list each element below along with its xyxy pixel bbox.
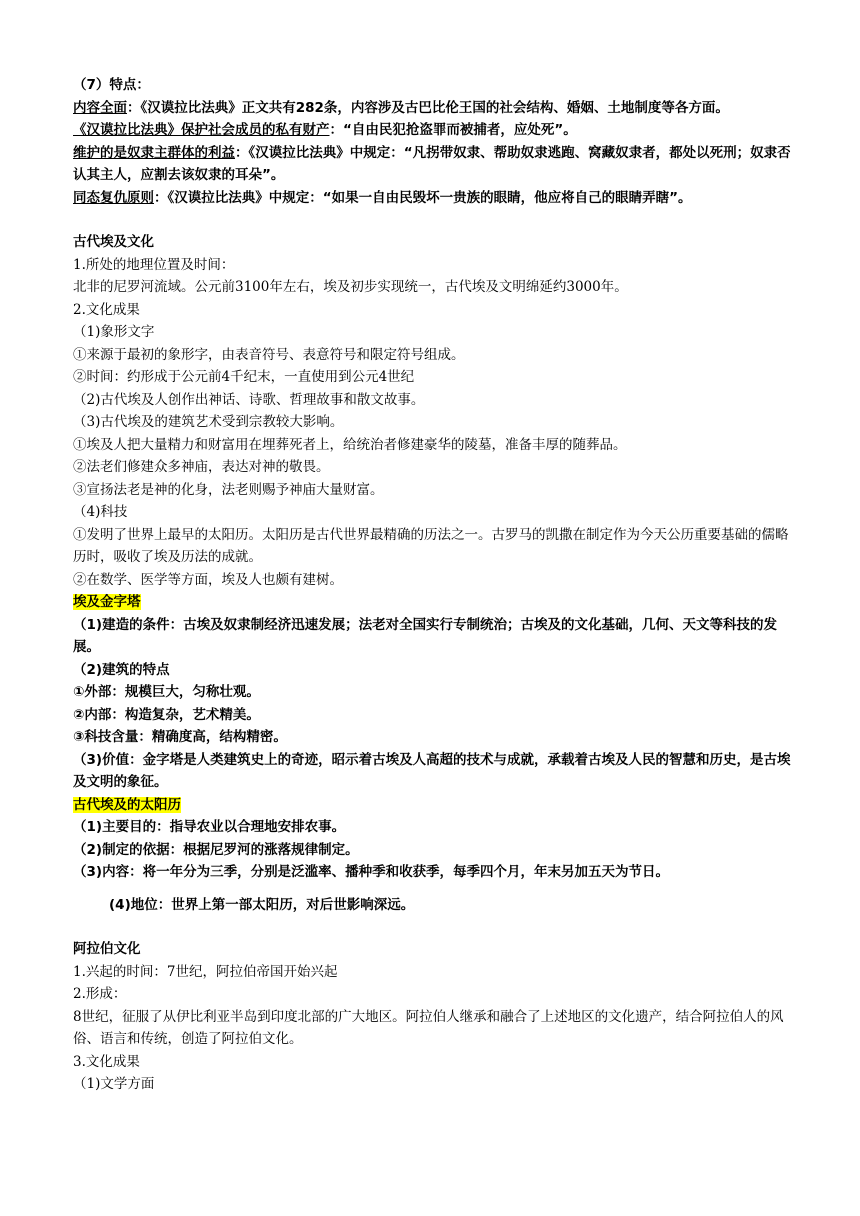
paragraph-text: ：“自由民犯抢盗罪而被捕者，应处死”。 xyxy=(329,122,577,138)
text-line: (4)地位：世界上第一部太阳历，对后世影响深远。 xyxy=(109,896,415,913)
paragraph xyxy=(73,97,793,120)
text-line: ②在数学、医学等方面，埃及人也颇有建树。 xyxy=(73,571,343,588)
text-line: （3)古代埃及的建筑艺术受到宗教较大影响。 xyxy=(73,414,344,430)
section-title: 阿拉伯文化 xyxy=(73,941,141,957)
text-paragraph: （3)价值：金字塔是人类建筑史上的奇迹，昭示着古埃及人高超的技术与成就，承载着古埃及人民的智慧和历史，是古埃及文明的象征。 xyxy=(73,751,791,790)
text-line: 北非的尼罗河流域。公元前3100年左右，埃及初步实现统一，古代埃及文明绵延约3000年。 xyxy=(73,279,628,295)
text-line: （1)文学方面 xyxy=(73,1076,155,1092)
text-line: （2)古代埃及人创作出神话、诗歌、哲理故事和散文故事。 xyxy=(73,391,425,408)
spacer xyxy=(73,209,793,231)
underlined-label: 《汉谟拉比法典》保护社会成员的私有财产 xyxy=(73,122,330,138)
text-paragraph: ①发明了世界上最早的太阳历。太阳历是古代世界最精确的历法之一。古罗马的凯撒在制定作为今天公历重要基础的儒略历时，吸收了埃及历法的成就。 xyxy=(73,526,789,565)
paragraph-text: ：《汉谟拉比法典》中规定：“如果一自由民毁坏一贵族的眼睛，他应将自己的眼睛弄瞎”。 xyxy=(154,189,692,206)
underlined-label: 内容全面 xyxy=(73,99,127,116)
highlighted-title xyxy=(73,794,793,817)
text-line: ①埃及人把大量精力和财富用在埋葬死者上，给统治者修建豪华的陵墓，准备丰厚的随葬品。 xyxy=(73,436,627,453)
text-line: ③科技含量：精确度高，结构精密。 xyxy=(73,729,287,745)
section-title: 古代埃及文化 xyxy=(73,234,154,250)
underlined-label: 同态复仇原则 xyxy=(73,189,154,206)
text-line: ①外部：规模巨大，匀称壮观。 xyxy=(73,684,260,700)
paragraph-text: ：《汉谟拉比法典》中规定：“凡拐带奴隶、帮助奴隶逃跑、窝藏奴隶者，都处以死刑；奴隶否认其主人，应割去该奴隶的耳朵”。 xyxy=(73,144,791,183)
highlight-text: 埃及金字塔 xyxy=(73,594,141,610)
paragraph xyxy=(73,119,793,142)
text-line: 2.形成： xyxy=(73,986,127,1002)
text-line: ②内部：构造复杂，艺术精美。 xyxy=(73,706,260,723)
highlight-text: 古代埃及的太阳历 xyxy=(73,796,181,813)
text-line: （2)建筑的特点 xyxy=(73,661,170,678)
underlined-label: 维护的是奴隶主群体的利益 xyxy=(73,144,235,161)
text-line: ①来源于最初的象形字，由表音符号、表意符号和限定符号组成。 xyxy=(73,346,465,363)
document-page xyxy=(73,74,793,1096)
text-line: ③宣扬法老是神的化身，法老则赐予神庙大量财富。 xyxy=(73,481,384,498)
text-line: 1.兴起的时间：7世纪，阿拉伯帝国开始兴起 xyxy=(73,963,338,980)
paragraph-text: ：《汉谟拉比法典》正文共有282条，内容涉及古巴比伦王国的社会结构、婚姻、土地制度等各方面。 xyxy=(127,99,729,116)
text-line: （2)制定的依据：根据尼罗河的涨落规律制定。 xyxy=(73,841,359,858)
text-line: （3)内容：将一年分为三季，分别是泛滥率、播种季和收获季，每季四个月，年末另加五天为节日。 xyxy=(73,864,670,880)
text-paragraph: 8世纪，征服了从伊比利亚半岛到印度北部的广大地区。阿拉伯人继承和融合了上述地区的文化遗产，结合阿拉伯人的风俗、语言和传统，创造了阿拉伯文化。 xyxy=(73,1008,784,1047)
text-line: 2.文化成果 xyxy=(73,301,140,318)
paragraph xyxy=(73,142,793,187)
text-paragraph: （1)建造的条件：古埃及奴隶制经济迅速发展；法老对全国实行专制统治；古埃及的文化基础，几何、天文等科技的发展。 xyxy=(73,616,778,655)
highlighted-title xyxy=(73,591,793,614)
text-line: 3.文化成果 xyxy=(73,1053,140,1070)
text-line: （1)象形文字 xyxy=(73,324,155,340)
text-line: （4)科技 xyxy=(73,504,128,520)
spacer xyxy=(73,916,793,938)
text-line: 1.所处的地理位置及时间： xyxy=(73,256,235,273)
paragraph xyxy=(73,187,793,210)
section-heading: （7）特点： xyxy=(73,77,150,93)
text-line: （1)主要目的：指导农业以合理地安排农事。 xyxy=(73,819,346,835)
text-line: ②时间：约形成于公元前4千纪末，一直使用到公元4世纪 xyxy=(73,369,415,385)
text-line: ②法老们修建众多神庙，表达对神的敬畏。 xyxy=(73,459,330,475)
spacer xyxy=(73,884,793,894)
